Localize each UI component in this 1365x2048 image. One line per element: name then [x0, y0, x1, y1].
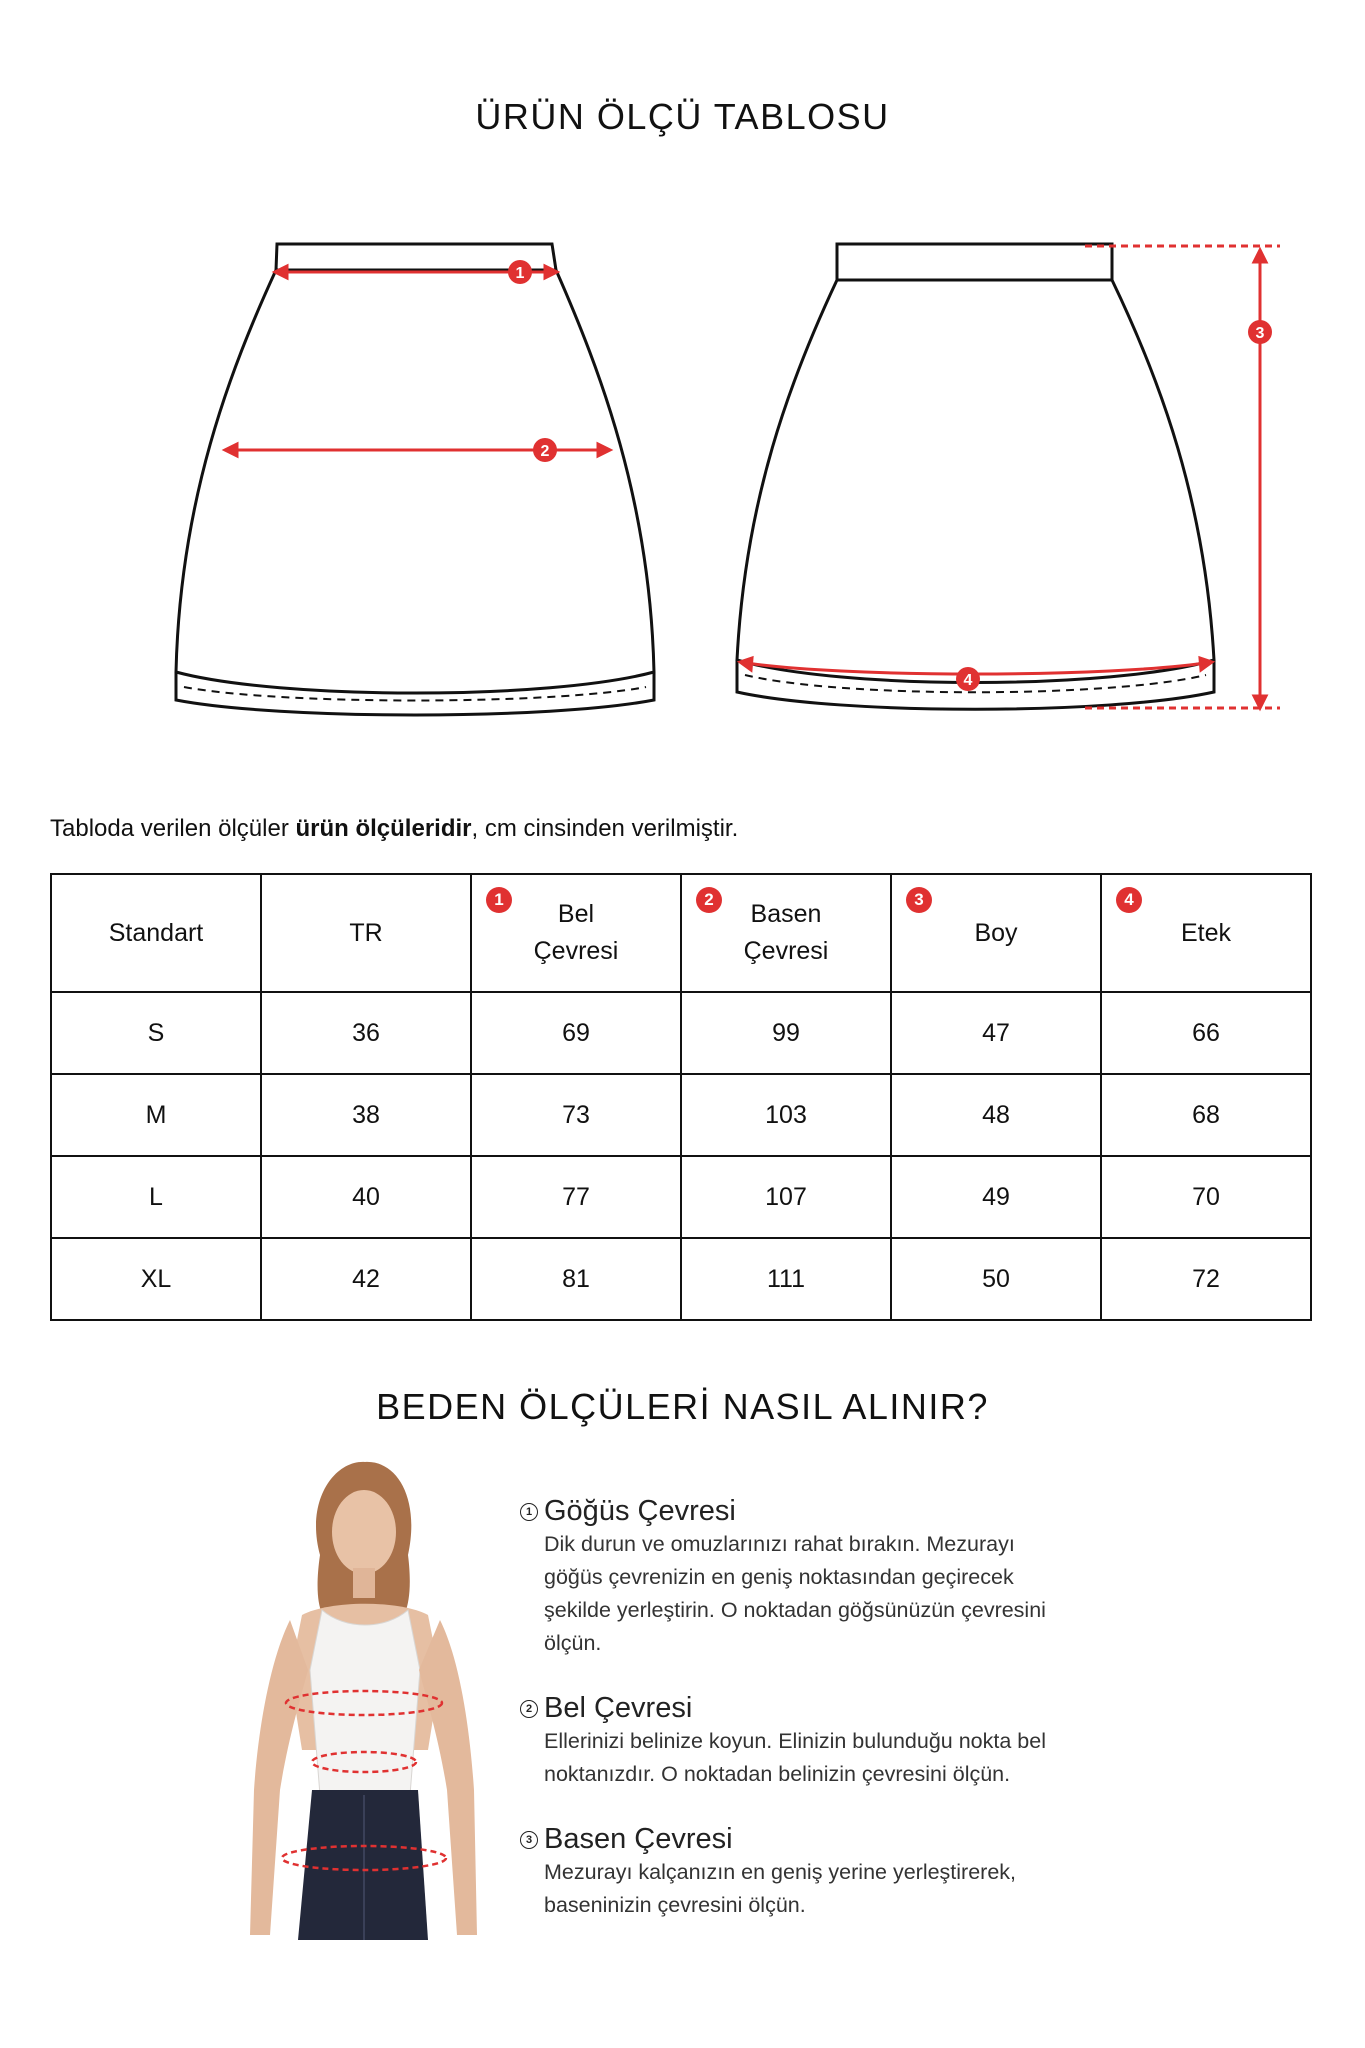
- badge-1: 1: [486, 887, 512, 913]
- svg-text:2: 2: [540, 443, 550, 460]
- cell: 72: [1101, 1238, 1311, 1320]
- cell: 70: [1101, 1156, 1311, 1238]
- cell: 107: [681, 1156, 891, 1238]
- cell: 42: [261, 1238, 471, 1320]
- step-number: 2: [520, 1700, 538, 1718]
- measure-markers: [508, 260, 1272, 691]
- cell: 66: [1101, 992, 1311, 1074]
- cell: XL: [51, 1238, 261, 1320]
- cell: M: [51, 1074, 261, 1156]
- cell: 40: [261, 1156, 471, 1238]
- cell: 99: [681, 992, 891, 1074]
- cell: 49: [891, 1156, 1101, 1238]
- page-title: ÜRÜN ÖLÇÜ TABLOSU: [475, 96, 890, 137]
- header-standart: Standart: [51, 874, 261, 992]
- cell: 50: [891, 1238, 1101, 1320]
- cell: 77: [471, 1156, 681, 1238]
- step-title: Bel Çevresi: [544, 1692, 693, 1724]
- model-photo: [250, 1460, 477, 1940]
- table-row: [51, 1074, 1311, 1156]
- guide-step-chest: [520, 1495, 1140, 1660]
- badge-2: 2: [696, 887, 722, 913]
- cell: 111: [681, 1238, 891, 1320]
- skirt-front-drawing: [176, 244, 654, 715]
- marker-2: [533, 438, 557, 462]
- marker-3: [1248, 320, 1272, 344]
- step-line: ölçün.: [544, 1631, 602, 1655]
- marker-1: [508, 260, 532, 284]
- cell: 47: [891, 992, 1101, 1074]
- badge-3: 3: [906, 887, 932, 913]
- size-table: [50, 873, 1312, 1321]
- step-line: şekilde yerleştirin. O noktadan göğsünüzün çevresini: [544, 1598, 1046, 1622]
- step-title: Göğüs Çevresi: [544, 1495, 736, 1527]
- cell: 68: [1101, 1074, 1311, 1156]
- cell: 73: [471, 1074, 681, 1156]
- cell: 48: [891, 1074, 1101, 1156]
- header-etek: 4 Etek: [1101, 874, 1311, 992]
- svg-text:4: 4: [963, 672, 973, 689]
- guide-step-hip: [520, 1823, 1140, 1922]
- step-line: noktanızdır. O noktadan belinizin çevresini ölçün.: [544, 1762, 1011, 1786]
- cell: L: [51, 1156, 261, 1238]
- table-row: [51, 1156, 1311, 1238]
- header-bel: 1 Bel Çevresi: [471, 874, 681, 992]
- cell: 81: [471, 1238, 681, 1320]
- section-title: BEDEN ÖLÇÜLERİ NASIL ALINIR?: [376, 1386, 989, 1427]
- step-line: Ellerinizi belinize koyun. Elinizin bulunduğu nokta bel: [544, 1729, 1046, 1753]
- skirt-diagram: [0, 200, 1365, 760]
- step-title: Basen Çevresi: [544, 1823, 733, 1855]
- step-line: baseninizin çevresini ölçün.: [544, 1893, 806, 1917]
- cell: 103: [681, 1074, 891, 1156]
- table-header-row: [51, 874, 1311, 992]
- svg-text:3: 3: [1255, 325, 1265, 342]
- table-row: [51, 1238, 1311, 1320]
- step-number: 1: [520, 1503, 538, 1521]
- step-number: 3: [520, 1831, 538, 1849]
- measurement-guide: [520, 1495, 1140, 1954]
- cell: 38: [261, 1074, 471, 1156]
- step-line: göğüs çevrenizin en geniş noktasından geçirecek: [544, 1565, 1014, 1589]
- marker-4: [956, 667, 980, 691]
- header-basen: 2 Basen Çevresi: [681, 874, 891, 992]
- table-note: Tabloda verilen ölçüler ürün ölçüleridir, cm cinsinden verilmiştir.: [50, 815, 739, 842]
- table-row: [51, 992, 1311, 1074]
- cell: S: [51, 992, 261, 1074]
- skirt-back-drawing: [737, 244, 1214, 709]
- header-tr: TR: [261, 874, 471, 992]
- svg-text:1: 1: [515, 265, 525, 282]
- step-line: Mezurayı kalçanızın en geniş yerine yerleştirerek,: [544, 1860, 1017, 1884]
- cell: 36: [261, 992, 471, 1074]
- guide-step-waist: [520, 1692, 1140, 1791]
- cell: 69: [471, 992, 681, 1074]
- step-line: Dik durun ve omuzlarınızı rahat bırakın. Mezurayı: [544, 1532, 1015, 1556]
- badge-4: 4: [1116, 887, 1142, 913]
- header-boy: 3 Boy: [891, 874, 1101, 992]
- measure-lines: [225, 246, 1280, 708]
